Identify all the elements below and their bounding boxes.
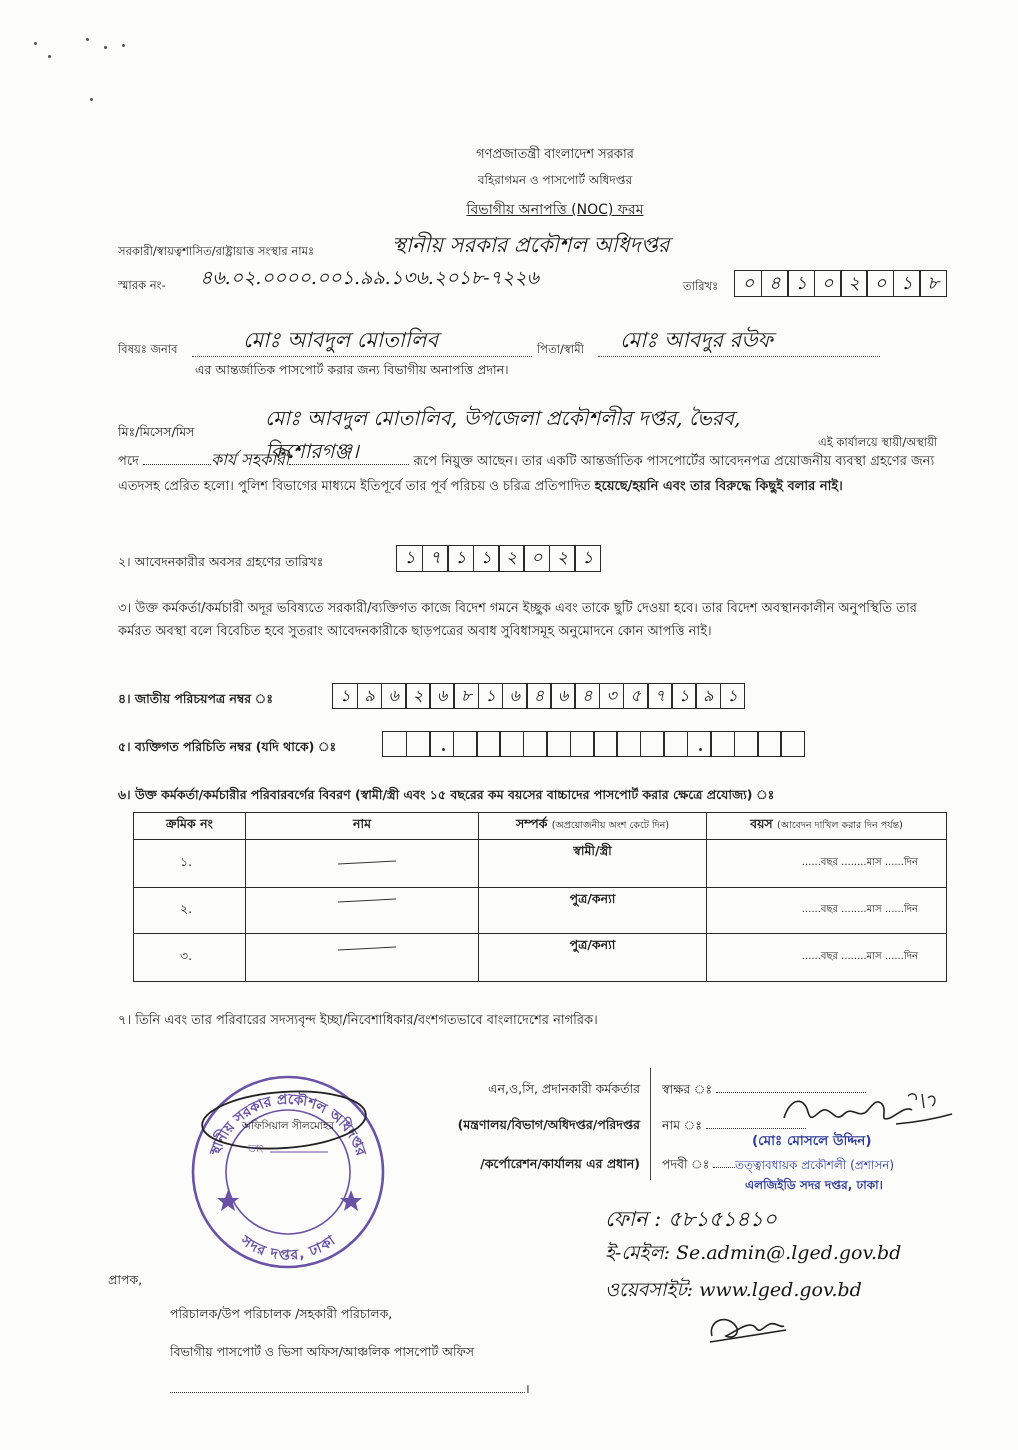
department-name: বহিরাগমন ও পাসপোর্ট অধিদপ্তর [477, 173, 633, 187]
father-name: মোঃ আবদুর রউফ [620, 328, 773, 352]
signature-divider [650, 1068, 651, 1180]
digit-box: ১ [720, 683, 746, 709]
applicant-name: মোঃ আবদুল মোতালিব [243, 328, 439, 352]
subject-label: বিষয়ঃ জনাব [118, 342, 178, 356]
header-text: সম্পর্ক [515, 816, 548, 831]
seal-top-textpath: স্থানীয় সরকার প্রকৌশল অধিদপ্তর [207, 1091, 369, 1158]
digit-box: ৬ [381, 683, 407, 709]
family-details-label: ৬। উক্ত কর্মকর্তা/কর্মচারীর পরিবারবর্গের বিবরণ (স্বামী/স্ত্রী এবং ১৫ বছরের কম বয়সের বাচ্চাদের পাসপোর্ট করার ক্ষেত্রে প্রযোজ্য) ঃ [118, 787, 775, 802]
empty-box [476, 731, 501, 757]
title-label: মিঃ/মিসেস/মিস [118, 424, 195, 439]
seal-bottom-textpath: সদর দপ্তর, ঢাকা [237, 1232, 339, 1264]
serial-cell: ২. [134, 888, 246, 934]
noc-officer-line-3: /কর্পোরেশন/কার্যালয় এর প্রধান) [480, 1156, 640, 1171]
post-label: পদে [118, 454, 139, 469]
digit-box: ২ [405, 683, 431, 709]
age-cell: ......বছর ........মাস ......দিন [707, 888, 947, 934]
digit-box: ৩ [599, 683, 625, 709]
recipient-label: প্রাপক, [108, 1272, 143, 1287]
empty-box [640, 731, 665, 757]
header-note: (অপ্রয়োজনীয় অংশ কেটে দিন) [551, 820, 670, 831]
col-age-header [707, 813, 947, 840]
digit-box: ১ [447, 545, 474, 572]
digit-box: ৬ [502, 683, 528, 709]
father-label: পিতা/স্বামী [537, 342, 584, 356]
noc-officer-line-1: এন,ও,সি, প্রদানকারী কর্মকর্তার [488, 1081, 640, 1096]
stamp-officer-name: (মোঃ মোসলে উদ্দিন) [752, 1133, 872, 1149]
header-text: বয়স [750, 816, 773, 831]
digit-box: ৯ [357, 683, 383, 709]
seal-star-icon [217, 1190, 239, 1211]
scan-speck [90, 98, 93, 101]
recipient-line-3-end: । [525, 1381, 530, 1396]
name-dash-mark [338, 860, 396, 864]
person-office-value: মোঃ আবদুল মোতালিব, উপজেলা প্রকৌশলীর দপ্তর, ভৈরব, কিশোরগঞ্জ। [265, 406, 741, 463]
digit-box: ৮ [453, 683, 479, 709]
header-text: নাম [352, 816, 372, 831]
age-cell: ......বছর ........মাস ......দিন [707, 840, 947, 888]
digit-box: ৭ [647, 683, 673, 709]
retirement-date-label: ২। আবেদনকারীর অবসর গ্রহণের তারিখঃ [118, 554, 324, 569]
empty-box [546, 731, 571, 757]
digit-box: ৪ [761, 270, 789, 297]
empty-box [710, 731, 735, 757]
form-title: বিভাগীয় অনাপত্তি (NOC) ফরম [466, 202, 644, 218]
date-label: তারিখঃ [683, 279, 719, 293]
scan-speck [86, 38, 89, 41]
digit-box: ৪ [526, 683, 552, 709]
family-table [133, 812, 947, 982]
digit-box: ১ [473, 545, 500, 572]
official-seal [188, 1072, 388, 1272]
scan-speck [122, 44, 125, 47]
empty-box [734, 731, 759, 757]
relation-cell: পুত্র/কন্যা [479, 934, 707, 982]
digit-box: ৭ [422, 545, 449, 572]
digit-box: ০ [734, 270, 762, 297]
paragraph-1-body: রূপে নিয়ুক্ত আছেন। তার একটি আন্তর্জাতিক পাসপোর্টের আবেদনপত্র প্রয়োজনীয় ব্যবস্থা গ্রহণের জন্য এতদসহ প্রেরিত হলো। পুলিশ বিভাগের মাধ্যমে ইতিপূর্বে তার পূর্ব পরিচয় ও চরিত্র প্রতিপাদিত [118, 454, 935, 494]
stamp-office: এলজিইডি সদর দপ্তর, ঢাকা। [745, 1178, 883, 1192]
seal-center-text: অফিসিয়াল সীলমোহর [241, 1120, 335, 1132]
designation-row [662, 1156, 735, 1176]
empty-box [616, 731, 641, 757]
digit-box: ৫ [623, 683, 649, 709]
table-row [134, 934, 947, 982]
digit-box: ২ [549, 545, 576, 572]
col-name-header [246, 813, 479, 840]
subject-purpose: এর আন্তর্জাতিক পাসপোর্ট করার জন্য বিভাগীয় অনাপত্তি প্রদান। [195, 362, 509, 377]
contact-phone: ফোন : ৫৮১৫১৪১০ [605, 1207, 777, 1231]
digit-box: ০ [814, 270, 842, 297]
nid-boxes [334, 683, 745, 709]
government-name: গণপ্রজাতন্ত্রী বাংলাদেশ সরকার [476, 147, 634, 162]
name-label: নাম ঃ [662, 1117, 702, 1133]
recipient-line-1: পরিচালক/উপ পরিচালক /সহকারী পরিচালক, [170, 1306, 393, 1321]
noc-officer-line-2: (মন্ত্রণালয়/বিভাগ/অধিদপ্তর/পরিদপ্তর [457, 1117, 640, 1132]
seal-date-text: তাং [248, 1143, 264, 1155]
serial-cell: ৩. [134, 934, 246, 982]
empty-box [406, 731, 431, 757]
digit-box: ১ [787, 270, 815, 297]
empty-box [780, 731, 805, 757]
header-note: (আবেদন দাখিল করার দিন পর্যন্ত) [777, 820, 903, 831]
empty-box [382, 731, 407, 757]
empty-box [429, 731, 454, 757]
retirement-date-boxes [398, 545, 601, 572]
header-text: ক্রমিক নং [166, 816, 213, 831]
nid-label: ৪। জাতীয় পরিচয়পত্র নম্বর ঃ [118, 691, 274, 706]
empty-box [453, 731, 478, 757]
recipient-line-3 [170, 1380, 530, 1397]
name-cell [246, 840, 479, 888]
paragraph-1-end: হয়েছে/হয়নি এবং তার বিরুদ্ধে কিছুই বলার নাই। [594, 479, 843, 494]
name-dash-mark [338, 898, 396, 902]
table-row [134, 840, 947, 888]
dotted-leader [289, 452, 409, 465]
name-cell [246, 888, 479, 934]
digit-box: ১ [893, 270, 921, 297]
dotted-leader [170, 1381, 525, 1393]
digit-box: ১ [478, 683, 504, 709]
dotted-leader [713, 1156, 735, 1168]
name-dash-mark [338, 946, 396, 950]
office-suffix: এই কার্যালয়ে স্থায়ী/অস্থায়ী [818, 435, 938, 449]
date-boxes [736, 270, 947, 297]
empty-box [523, 731, 548, 757]
digit-box: ১ [396, 545, 423, 572]
table-header-row [134, 813, 947, 840]
scan-speck [104, 46, 107, 49]
scan-speck [48, 55, 51, 58]
post-value: কার্য সহকারী [211, 450, 290, 469]
digit-box: ৮ [919, 270, 947, 297]
table-row [134, 888, 947, 934]
designation-label: পদবী ঃ [662, 1156, 710, 1172]
organization-value: স্থানীয় সরকার প্রকৌশল অধিদপ্তর [392, 233, 670, 257]
digit-box: ৯ [695, 683, 721, 709]
personal-id-boxes [384, 731, 805, 757]
organization-label: সরকারী/স্বায়ত্বশাসিত/রাষ্ট্রায়াত্ত সংস্থার নামঃ [118, 244, 315, 258]
name-cell [246, 934, 479, 982]
recipient-line-2: বিভাগীয় পাসপোর্ট ও ভিসা অফিস/আঞ্চলিক পাসপোর্ট অফিস [170, 1344, 474, 1359]
memo-label: স্মারক নং- [118, 278, 166, 292]
empty-box [757, 731, 782, 757]
empty-box [663, 731, 688, 757]
scan-speck [34, 42, 37, 45]
empty-box [499, 731, 524, 757]
digit-box: ২ [840, 270, 868, 297]
digit-box: ১ [574, 545, 601, 572]
paragraph-1 [118, 447, 953, 499]
item-7-text: ৭। তিনি এবং তার পরিবারের সদস্যবৃন্দ ইচ্ছা/নিবেশাধিকার/বংশগতভাবে বাংলাদেশের নাগরিক। [118, 1013, 598, 1028]
contact-website: ওয়েবসাইট: www.lged.gov.bd [605, 1279, 862, 1301]
digit-box: ১ [671, 683, 697, 709]
item-3-text: ৩। উক্ত কর্মকর্তা/কর্মচারী অদূর ভবিষ্যতে সরকারী/ব্যক্তিগত কাজে বিদেশ গমনে ইচ্ছুক এবং তাকে ছুটি দেওয়া হবে। তার বিদেশ অবস্থানকালীন অনুপস্থিতি তার কর্মরত অবস্থা বলে বিবেচিত হবে সুতরাং আবেদনকারীকে ছাড়পত্রের অবাধ সুবিধাসমূহ অনুমোদনে কোন আপত্তি নাই। [118, 601, 917, 639]
col-serial-header [134, 813, 246, 840]
contact-email: ই-মেইল: Se.admin@.lged.gov.bd [605, 1242, 902, 1264]
relation-cell: স্বামী/স্ত্রী [479, 840, 707, 888]
empty-box [593, 731, 618, 757]
signature-label: স্বাক্ষর ঃ [662, 1081, 713, 1097]
col-relation-header [479, 813, 707, 840]
age-cell: ......বছর ........মাস ......দিন [707, 934, 947, 982]
personal-id-label: ৫। ব্যক্তিগত পরিচিতি নম্বর (যদি থাকে) ঃ [118, 739, 337, 754]
digit-box: ০ [866, 270, 894, 297]
digit-box: ৬ [429, 683, 455, 709]
dotted-leader [143, 452, 211, 465]
stamp-designation: তত্ত্বাবধায়ক প্রকৌশলী (প্রশাসন) [735, 1158, 895, 1172]
digit-box: ৬ [550, 683, 576, 709]
digit-box: ১ [332, 683, 358, 709]
relation-cell: পুত্র/কন্যা [479, 888, 707, 934]
digit-box: ০ [523, 545, 550, 572]
empty-box [687, 731, 712, 757]
seal-star-icon [340, 1190, 362, 1211]
digit-box: ২ [498, 545, 525, 572]
empty-box [570, 731, 595, 757]
serial-cell: ১. [134, 840, 246, 888]
digit-box: ৪ [574, 683, 600, 709]
memo-number: ৪৬.০২.০০০০.০০১.৯৯.১৩৬.২০১৮-৭২২৬ [200, 267, 539, 289]
initial-signature [704, 1308, 790, 1348]
